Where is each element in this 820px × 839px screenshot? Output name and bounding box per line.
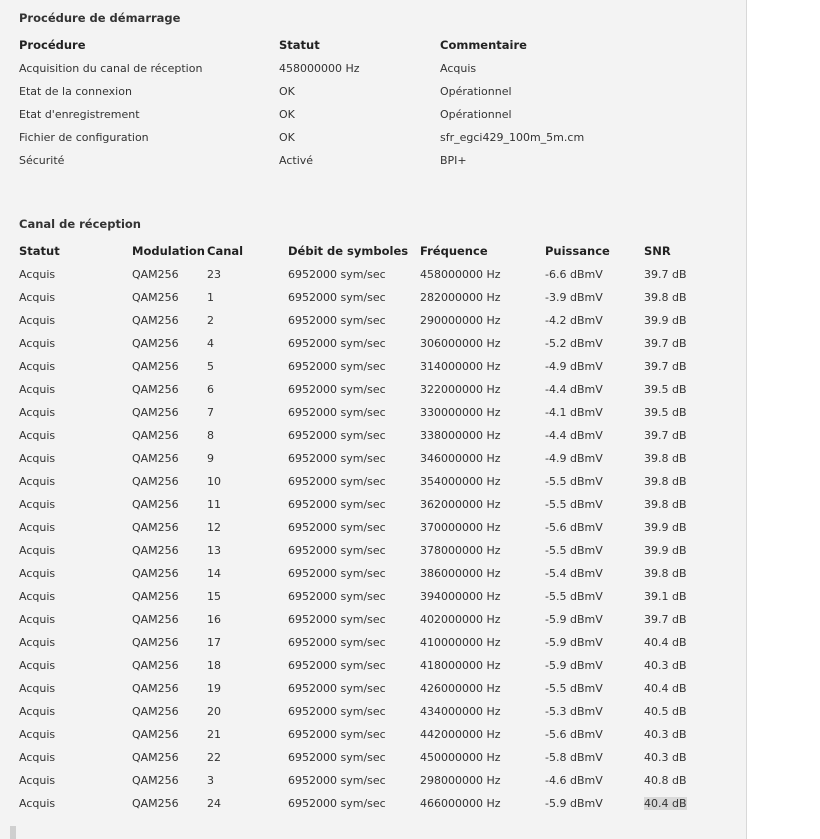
- downstream-cell-modulation: QAM256: [132, 590, 179, 603]
- downstream-cell-modulation: QAM256: [132, 613, 179, 626]
- downstream-cell-modulation: QAM256: [132, 728, 179, 741]
- downstream-cell-channel: 9: [207, 452, 214, 465]
- downstream-cell-status: Acquis: [19, 314, 56, 327]
- downstream-cell-modulation: QAM256: [132, 682, 179, 695]
- downstream-cell-power: -5.5 dBmV: [545, 682, 603, 695]
- downstream-cell-snr: 39.9 dB: [644, 521, 687, 534]
- downstream-cell-power: -4.1 dBmV: [545, 406, 603, 419]
- downstream-header-modulation: Modulation: [132, 244, 205, 258]
- downstream-cell-symbol-rate: 6952000 sym/sec: [288, 613, 386, 626]
- downstream-cell-symbol-rate: 6952000 sym/sec: [288, 728, 386, 741]
- downstream-header-symbol-rate: Débit de symboles: [288, 244, 409, 258]
- downstream-cell-status: Acquis: [19, 659, 56, 672]
- downstream-cell-symbol-rate: 6952000 sym/sec: [288, 636, 386, 649]
- downstream-cell-snr: 40.3 dB: [644, 751, 687, 764]
- downstream-cell-frequency: 410000000 Hz: [420, 636, 501, 649]
- startup-cell-procedure: Acquisition du canal de réception: [19, 62, 203, 75]
- startup-cell-status: OK: [279, 131, 295, 144]
- downstream-cell-channel: 23: [207, 268, 221, 281]
- downstream-cell-modulation: QAM256: [132, 705, 179, 718]
- downstream-cell-status: Acquis: [19, 268, 56, 281]
- downstream-cell-channel: 6: [207, 383, 214, 396]
- downstream-cell-frequency: 354000000 Hz: [420, 475, 501, 488]
- startup-cell-comment: Opérationnel: [440, 85, 512, 98]
- startup-cell-status: OK: [279, 108, 295, 121]
- downstream-cell-symbol-rate: 6952000 sym/sec: [288, 797, 386, 810]
- downstream-cell-status: Acquis: [19, 406, 56, 419]
- startup-header-comment: Commentaire: [440, 38, 527, 52]
- downstream-cell-channel: 20: [207, 705, 221, 718]
- downstream-cell-status: Acquis: [19, 544, 56, 557]
- downstream-cell-snr: 39.5 dB: [644, 383, 687, 396]
- downstream-cell-status: Acquis: [19, 774, 56, 787]
- downstream-cell-frequency: 402000000 Hz: [420, 613, 501, 626]
- downstream-cell-power: -4.9 dBmV: [545, 360, 603, 373]
- downstream-cell-status: Acquis: [19, 590, 56, 603]
- downstream-cell-channel: 14: [207, 567, 221, 580]
- scrollbar-thumb[interactable]: [10, 826, 16, 839]
- downstream-cell-power: -5.5 dBmV: [545, 544, 603, 557]
- downstream-cell-symbol-rate: 6952000 sym/sec: [288, 314, 386, 327]
- downstream-cell-snr: 40.8 dB: [644, 774, 687, 787]
- downstream-cell-symbol-rate: 6952000 sym/sec: [288, 567, 386, 580]
- downstream-cell-modulation: QAM256: [132, 797, 179, 810]
- downstream-cell-channel: 19: [207, 682, 221, 695]
- downstream-cell-snr: 40.4 dB: [644, 797, 687, 810]
- downstream-cell-modulation: QAM256: [132, 475, 179, 488]
- downstream-cell-status: Acquis: [19, 383, 56, 396]
- downstream-cell-power: -5.3 dBmV: [545, 705, 603, 718]
- downstream-cell-snr: 39.7 dB: [644, 268, 687, 281]
- downstream-cell-snr: 40.3 dB: [644, 659, 687, 672]
- downstream-cell-modulation: QAM256: [132, 360, 179, 373]
- downstream-cell-modulation: QAM256: [132, 268, 179, 281]
- downstream-cell-channel: 15: [207, 590, 221, 603]
- downstream-cell-channel: 24: [207, 797, 221, 810]
- startup-cell-status: Activé: [279, 154, 314, 167]
- downstream-cell-symbol-rate: 6952000 sym/sec: [288, 659, 386, 672]
- downstream-cell-symbol-rate: 6952000 sym/sec: [288, 682, 386, 695]
- downstream-cell-channel: 21: [207, 728, 221, 741]
- startup-cell-status: OK: [279, 85, 295, 98]
- downstream-cell-symbol-rate: 6952000 sym/sec: [288, 291, 386, 304]
- downstream-cell-status: Acquis: [19, 728, 56, 741]
- downstream-cell-symbol-rate: 6952000 sym/sec: [288, 360, 386, 373]
- downstream-cell-frequency: 458000000 Hz: [420, 268, 501, 281]
- downstream-cell-frequency: 426000000 Hz: [420, 682, 501, 695]
- downstream-cell-snr: 39.5 dB: [644, 406, 687, 419]
- startup-cell-procedure: Sécurité: [19, 154, 65, 167]
- downstream-cell-modulation: QAM256: [132, 774, 179, 787]
- downstream-cell-modulation: QAM256: [132, 314, 179, 327]
- downstream-cell-symbol-rate: 6952000 sym/sec: [288, 544, 386, 557]
- downstream-cell-status: Acquis: [19, 751, 56, 764]
- downstream-cell-symbol-rate: 6952000 sym/sec: [288, 498, 386, 511]
- downstream-cell-frequency: 378000000 Hz: [420, 544, 501, 557]
- downstream-cell-symbol-rate: 6952000 sym/sec: [288, 590, 386, 603]
- downstream-cell-frequency: 370000000 Hz: [420, 521, 501, 534]
- downstream-cell-channel: 16: [207, 613, 221, 626]
- downstream-cell-frequency: 322000000 Hz: [420, 383, 501, 396]
- downstream-cell-modulation: QAM256: [132, 567, 179, 580]
- downstream-cell-symbol-rate: 6952000 sym/sec: [288, 452, 386, 465]
- downstream-cell-snr: 39.7 dB: [644, 337, 687, 350]
- downstream-cell-snr: 39.8 dB: [644, 291, 687, 304]
- downstream-cell-frequency: 394000000 Hz: [420, 590, 501, 603]
- downstream-cell-power: -4.6 dBmV: [545, 774, 603, 787]
- downstream-cell-snr: 40.4 dB: [644, 636, 687, 649]
- downstream-cell-snr: 39.8 dB: [644, 498, 687, 511]
- downstream-cell-modulation: QAM256: [132, 636, 179, 649]
- downstream-cell-snr: 40.4 dB: [644, 682, 687, 695]
- downstream-cell-frequency: 290000000 Hz: [420, 314, 501, 327]
- downstream-cell-channel: 2: [207, 314, 214, 327]
- downstream-cell-frequency: 466000000 Hz: [420, 797, 501, 810]
- downstream-cell-symbol-rate: 6952000 sym/sec: [288, 268, 386, 281]
- downstream-cell-power: -5.9 dBmV: [545, 797, 603, 810]
- downstream-cell-status: Acquis: [19, 452, 56, 465]
- downstream-cell-power: -3.9 dBmV: [545, 291, 603, 304]
- downstream-cell-power: -5.5 dBmV: [545, 498, 603, 511]
- downstream-section-title: Canal de réception: [19, 217, 141, 231]
- startup-header-status: Statut: [279, 38, 320, 52]
- downstream-cell-power: -5.6 dBmV: [545, 728, 603, 741]
- downstream-cell-status: Acquis: [19, 682, 56, 695]
- startup-header-procedure: Procédure: [19, 38, 86, 52]
- downstream-cell-channel: 17: [207, 636, 221, 649]
- downstream-cell-status: Acquis: [19, 521, 56, 534]
- downstream-cell-status: Acquis: [19, 498, 56, 511]
- downstream-cell-power: -5.4 dBmV: [545, 567, 603, 580]
- startup-cell-comment: Opérationnel: [440, 108, 512, 121]
- downstream-cell-frequency: 434000000 Hz: [420, 705, 501, 718]
- downstream-cell-power: -5.5 dBmV: [545, 590, 603, 603]
- downstream-cell-modulation: QAM256: [132, 383, 179, 396]
- downstream-cell-modulation: QAM256: [132, 291, 179, 304]
- downstream-cell-status: Acquis: [19, 705, 56, 718]
- downstream-cell-channel: 18: [207, 659, 221, 672]
- downstream-cell-channel: 3: [207, 774, 214, 787]
- downstream-cell-power: -5.9 dBmV: [545, 636, 603, 649]
- downstream-cell-channel: 1: [207, 291, 214, 304]
- downstream-header-status: Statut: [19, 244, 60, 258]
- startup-cell-status: 458000000 Hz: [279, 62, 360, 75]
- startup-cell-comment: BPI+: [440, 154, 467, 167]
- downstream-cell-snr: 39.8 dB: [644, 452, 687, 465]
- downstream-cell-modulation: QAM256: [132, 337, 179, 350]
- downstream-cell-symbol-rate: 6952000 sym/sec: [288, 521, 386, 534]
- downstream-cell-power: -5.9 dBmV: [545, 613, 603, 626]
- downstream-cell-symbol-rate: 6952000 sym/sec: [288, 406, 386, 419]
- downstream-cell-status: Acquis: [19, 337, 56, 350]
- downstream-cell-channel: 11: [207, 498, 221, 511]
- downstream-cell-frequency: 282000000 Hz: [420, 291, 501, 304]
- downstream-cell-channel: 4: [207, 337, 214, 350]
- downstream-cell-frequency: 386000000 Hz: [420, 567, 501, 580]
- downstream-cell-frequency: 362000000 Hz: [420, 498, 501, 511]
- downstream-cell-frequency: 306000000 Hz: [420, 337, 501, 350]
- downstream-cell-modulation: QAM256: [132, 521, 179, 534]
- downstream-cell-frequency: 418000000 Hz: [420, 659, 501, 672]
- downstream-cell-symbol-rate: 6952000 sym/sec: [288, 705, 386, 718]
- downstream-cell-snr: 39.7 dB: [644, 360, 687, 373]
- downstream-cell-snr: 39.7 dB: [644, 613, 687, 626]
- downstream-cell-snr: 40.3 dB: [644, 728, 687, 741]
- downstream-cell-frequency: 338000000 Hz: [420, 429, 501, 442]
- downstream-cell-symbol-rate: 6952000 sym/sec: [288, 751, 386, 764]
- downstream-cell-power: -5.2 dBmV: [545, 337, 603, 350]
- startup-cell-comment: sfr_egci429_100m_5m.cm: [440, 131, 585, 144]
- downstream-cell-power: -4.4 dBmV: [545, 383, 603, 396]
- downstream-cell-symbol-rate: 6952000 sym/sec: [288, 337, 386, 350]
- downstream-cell-modulation: QAM256: [132, 452, 179, 465]
- startup-cell-procedure: Fichier de configuration: [19, 131, 149, 144]
- downstream-cell-snr: 39.8 dB: [644, 475, 687, 488]
- downstream-cell-modulation: QAM256: [132, 544, 179, 557]
- downstream-cell-status: Acquis: [19, 360, 56, 373]
- downstream-cell-status: Acquis: [19, 613, 56, 626]
- downstream-cell-power: -5.8 dBmV: [545, 751, 603, 764]
- downstream-cell-status: Acquis: [19, 797, 56, 810]
- downstream-cell-modulation: QAM256: [132, 751, 179, 764]
- downstream-cell-channel: 5: [207, 360, 214, 373]
- downstream-cell-snr: 39.9 dB: [644, 314, 687, 327]
- downstream-cell-symbol-rate: 6952000 sym/sec: [288, 774, 386, 787]
- downstream-cell-snr: 39.7 dB: [644, 429, 687, 442]
- downstream-cell-channel: 10: [207, 475, 221, 488]
- downstream-cell-status: Acquis: [19, 567, 56, 580]
- downstream-cell-frequency: 314000000 Hz: [420, 360, 501, 373]
- downstream-cell-frequency: 346000000 Hz: [420, 452, 501, 465]
- downstream-cell-status: Acquis: [19, 475, 56, 488]
- downstream-header-frequency: Fréquence: [420, 244, 488, 258]
- downstream-cell-channel: 13: [207, 544, 221, 557]
- downstream-cell-power: -5.6 dBmV: [545, 521, 603, 534]
- downstream-cell-snr: 40.5 dB: [644, 705, 687, 718]
- downstream-cell-power: -4.4 dBmV: [545, 429, 603, 442]
- downstream-cell-modulation: QAM256: [132, 406, 179, 419]
- downstream-cell-status: Acquis: [19, 291, 56, 304]
- downstream-cell-snr: 39.9 dB: [644, 544, 687, 557]
- startup-cell-comment: Acquis: [440, 62, 477, 75]
- downstream-cell-frequency: 298000000 Hz: [420, 774, 501, 787]
- downstream-cell-power: -6.6 dBmV: [545, 268, 603, 281]
- downstream-cell-status: Acquis: [19, 636, 56, 649]
- downstream-cell-frequency: 442000000 Hz: [420, 728, 501, 741]
- downstream-cell-snr: 39.1 dB: [644, 590, 687, 603]
- downstream-cell-channel: 7: [207, 406, 214, 419]
- downstream-cell-symbol-rate: 6952000 sym/sec: [288, 383, 386, 396]
- downstream-cell-power: -5.5 dBmV: [545, 475, 603, 488]
- downstream-cell-status: Acquis: [19, 429, 56, 442]
- downstream-cell-power: -5.9 dBmV: [545, 659, 603, 672]
- downstream-cell-channel: 22: [207, 751, 221, 764]
- downstream-cell-frequency: 450000000 Hz: [420, 751, 501, 764]
- downstream-cell-snr: 39.8 dB: [644, 567, 687, 580]
- startup-section-title: Procédure de démarrage: [19, 11, 181, 25]
- downstream-cell-power: -4.2 dBmV: [545, 314, 603, 327]
- startup-cell-procedure: Etat de la connexion: [19, 85, 132, 98]
- downstream-cell-symbol-rate: 6952000 sym/sec: [288, 429, 386, 442]
- downstream-cell-modulation: QAM256: [132, 429, 179, 442]
- downstream-cell-channel: 12: [207, 521, 221, 534]
- downstream-cell-power: -4.9 dBmV: [545, 452, 603, 465]
- downstream-cell-frequency: 330000000 Hz: [420, 406, 501, 419]
- downstream-cell-channel: 8: [207, 429, 214, 442]
- startup-cell-procedure: Etat d'enregistrement: [19, 108, 140, 121]
- downstream-cell-symbol-rate: 6952000 sym/sec: [288, 475, 386, 488]
- downstream-header-power: Puissance: [545, 244, 610, 258]
- downstream-header-snr: SNR: [644, 244, 671, 258]
- downstream-header-channel: Canal: [207, 244, 244, 258]
- downstream-cell-modulation: QAM256: [132, 498, 179, 511]
- downstream-cell-modulation: QAM256: [132, 659, 179, 672]
